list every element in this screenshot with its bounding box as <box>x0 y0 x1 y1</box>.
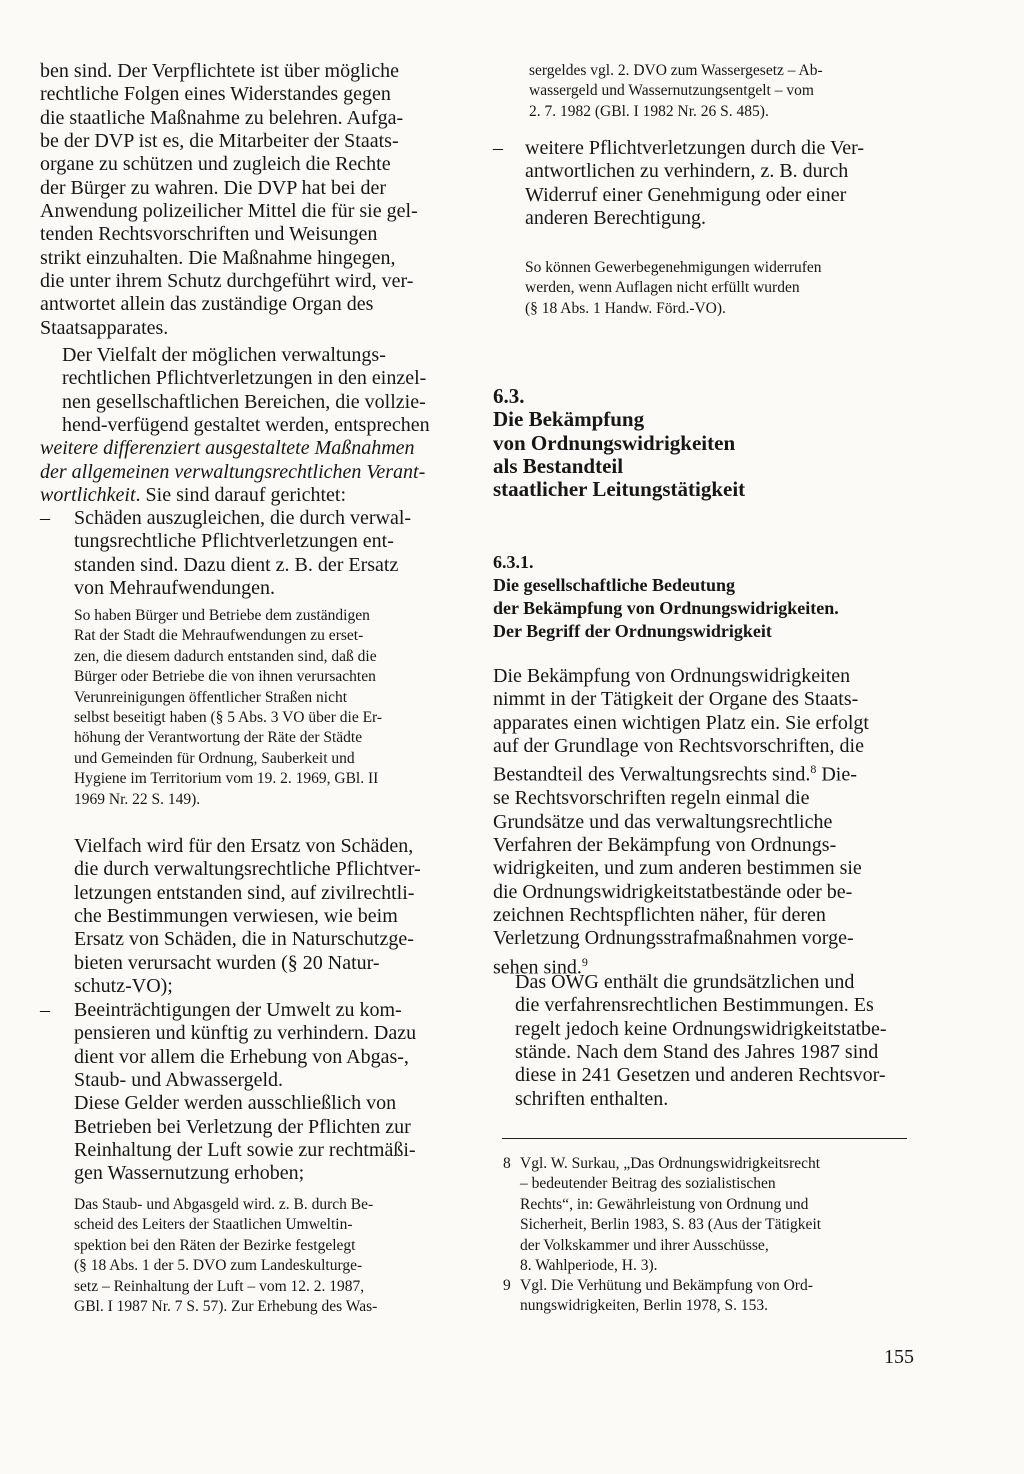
text-line: Grundsätze und das verwaltungsrechtliche <box>493 810 833 833</box>
text-line: ben sind. Der Verpflichtete ist über mögliche <box>40 60 399 82</box>
text-line: von Mehraufwendungen. <box>74 577 276 600</box>
text-line: Diese Gelder werden ausschließlich von <box>74 1092 397 1115</box>
text-line: – bedeutender Beitrag des sozialistischen <box>520 1175 776 1193</box>
bullet-3-lines <box>525 137 917 230</box>
text-line: bieten verursacht wurden (§ 20 Natur- <box>74 951 380 974</box>
fn-line-rest: Die- <box>816 764 857 787</box>
text-line: Beeinträchtigungen der Umwelt zu kom- <box>74 999 402 1021</box>
page-number: 155 <box>884 1346 914 1368</box>
text-line: die verfahrensrechtlichen Bestimmungen. Es <box>515 994 874 1017</box>
text-line: die Ordnungswidrigkeitstatbestände oder be- <box>493 880 853 903</box>
bekaempfung-fn-line <box>493 758 917 787</box>
text-line: Bürger oder Betriebe die von ihnen verursachten <box>74 668 376 686</box>
text-line: weitere differenziert ausgestaltete Maßnahmen <box>40 437 415 460</box>
text-line: wassergeld und Wassernutzungsentgelt – vom <box>529 82 814 100</box>
text-line: hend-verfügend gestaltet werden, entsprechen <box>62 414 430 437</box>
section-heading-6-3-1 <box>493 551 917 643</box>
text-line: Vgl. W. Surkau, „Das Ordnungswidrigkeitsrecht <box>520 1155 821 1172</box>
text-line: scheid des Leiters der Staatlichen Umweltin- <box>74 1216 353 1234</box>
subsection-number: 6.3.1. <box>493 552 534 572</box>
footnote-8-text <box>520 1154 821 1276</box>
text-line: zen, die diesem dadurch entstanden sind, daß die <box>74 647 377 665</box>
text-line: Verfahren der Bekämpfung von Ordnungs- <box>493 834 837 857</box>
paragraph-intro <box>40 60 466 340</box>
text-line: der Bekämpfung von Ordnungswidrigkeiten. <box>493 598 839 618</box>
paragraph-vielfalt <box>40 344 466 507</box>
paragraph-vielfach <box>74 835 466 998</box>
text-line: strikt einzuhalten. Die Maßnahme hingegen, <box>40 246 396 269</box>
text-line: widrigkeiten, und zum anderen bestimmen sie <box>493 857 862 880</box>
text-line: tungsrechtliche Pflichtverletzungen ent- <box>74 530 394 553</box>
text-line: Rechts“, in: Gewährleistung von Ordnung und <box>520 1195 809 1213</box>
example-2 <box>74 1195 466 1317</box>
vielfalt-lines <box>40 344 466 437</box>
text-line: GBl. I 1987 Nr. 7 S. 57). Zur Erhebung des Was- <box>74 1298 378 1316</box>
text-line: die unter ihrem Schutz durchgeführt wird, ver- <box>40 270 414 293</box>
footnote-ref-9[interactable]: 9 <box>581 954 588 969</box>
text-line: schutz-VO); <box>74 975 173 998</box>
text-line: Das OWG enthält die grundsätzlichen und <box>515 971 855 993</box>
bullet-2 <box>40 999 466 1186</box>
text-line: höhung der Verantwortung der Räte der Städte <box>74 729 363 747</box>
text-line: anderen Berechtigung. <box>525 207 707 230</box>
text-line: regelt jedoch keine Ordnungswidrigkeitstatbe- <box>515 1017 887 1040</box>
vielfalt-italic-lines <box>40 437 466 484</box>
text-line: letzungen entstanden sind, auf zivilrechtli- <box>74 881 415 904</box>
vielfalt-italic-word: wortlichkeit <box>40 484 136 507</box>
text-line: (§ 18 Abs. 1 Handw. Förd.-VO). <box>525 299 726 317</box>
subsection-title <box>493 574 917 643</box>
text-line: Ersatz von Schäden, die in Naturschutzge- <box>74 928 414 951</box>
text-line: Widerruf einer Genehmigung oder einer <box>525 183 847 206</box>
text-line: Anwendung polizeilicher Mittel die für sie gel- <box>40 200 418 223</box>
text-line: organe zu schützen und zugleich die Rechte <box>40 153 391 176</box>
text-line: zeichnen Rechtspflichten näher, für deren <box>493 904 826 927</box>
text-line: Vielfach wird für den Ersatz von Schäden, <box>74 835 414 857</box>
example-1 <box>74 606 466 810</box>
text-line: der Bürger zu wahren. Die DVP hat bei der <box>40 176 386 199</box>
text-line: nen gesellschaftlichen Bereichen, die vollzie- <box>62 390 426 413</box>
text-line: be der DVP ist es, die Mitarbeiter der Staats- <box>40 130 399 153</box>
text-line: Hygiene im Territorium vom 19. 2. 1969, GBl. II <box>74 770 379 788</box>
footnote-number: 8 <box>503 1155 511 1172</box>
text-line: schriften enthalten. <box>515 1087 669 1110</box>
text-line: Verletzung Ordnungsstrafmaßnahmen vorge- <box>493 927 854 950</box>
text-line: Rat der Stadt die Mehraufwendungen zu erset- <box>74 627 364 645</box>
footnote-ref-8[interactable]: 8 <box>810 762 817 777</box>
bullet-2-lines <box>74 999 466 1186</box>
section-number: 6.3. <box>493 384 525 408</box>
text-line: Reinhaltung der Luft sowie zur rechtmäßi- <box>74 1139 416 1162</box>
text-line: diese in 241 Gesetzen und anderen Rechtsvor- <box>515 1064 886 1087</box>
text-line: Vgl. Die Verhütung und Bekämpfung von Ord- <box>520 1277 813 1294</box>
text-line: Betrieben bei Verletzung der Pflichten zur <box>74 1115 411 1138</box>
bullet-dash: – <box>40 999 50 1021</box>
end-text: sehen sind. <box>493 956 582 979</box>
text-line: gen Wassernutzung erhoben; <box>74 1162 305 1185</box>
text-line: So können Gewerbegenehmigungen widerrufen <box>525 259 822 276</box>
paragraph-owg <box>493 971 917 1111</box>
text-line: 2. 7. 1982 (GBl. I 1982 Nr. 26 S. 485). <box>529 102 769 120</box>
bekaempfung-lines <box>493 665 917 758</box>
text-line: setz – Reinhaltung der Luft – vom 12. 2. 1987, <box>74 1277 365 1295</box>
paragraph-bekaempfung <box>493 665 917 980</box>
text-line: Die Bekämpfung <box>493 407 645 432</box>
text-line: selbst beseitigt haben (§ 5 Abs. 3 VO über die Er- <box>74 709 383 727</box>
footnote-number: 9 <box>503 1277 511 1294</box>
text-line: der allgemeinen verwaltungsrechtlichen Verant- <box>40 460 426 483</box>
text-line: von Ordnungswidrigkeiten <box>493 430 736 455</box>
text-line: Die gesellschaftliche Bedeutung <box>493 575 735 595</box>
bullet-dash: – <box>40 507 50 529</box>
footnote-9-text <box>520 1276 813 1317</box>
bullet-3 <box>493 137 917 230</box>
text-line: Der Begriff der Ordnungswidrigkeit <box>493 621 772 641</box>
text-line: tenden Rechtsvorschriften und Weisungen <box>40 223 378 246</box>
text-line: Verunreinigungen öffentlicher Straßen nicht <box>74 688 348 706</box>
text-line: (§ 18 Abs. 1 der 5. DVO zum Landeskulturge- <box>74 1257 363 1275</box>
text-line: stände. Nach dem Stand des Jahres 1987 sind <box>515 1041 879 1064</box>
bullet-dash: – <box>493 137 503 159</box>
text-line: standen sind. Dazu dient z. B. der Ersatz <box>74 553 399 576</box>
text-line: Schäden auszugleichen, die durch verwal- <box>74 507 412 529</box>
bullet-1-lines <box>74 507 466 600</box>
vielfalt-rest: . Sie sind darauf gerichtet: <box>135 484 347 507</box>
example-3 <box>525 258 917 319</box>
text-line: als Bestandteil <box>493 453 624 478</box>
text-line: rechtlichen Pflichtverletzungen in den einzel- <box>62 367 427 390</box>
section-heading-6-3 <box>493 385 917 501</box>
footnote-divider <box>502 1138 907 1139</box>
text-line: sergeldes vgl. 2. DVO zum Wassergesetz – Ab- <box>529 62 823 79</box>
vielfalt-last-line <box>40 484 466 507</box>
text-line: spektion bei den Räten der Bezirke festgelegt <box>74 1236 356 1254</box>
text-line: antwortlichen zu verhindern, z. B. durch <box>525 160 849 183</box>
text-line: apparates einen wichtigen Platz ein. Sie erfolgt <box>493 711 869 734</box>
text-line: se Rechtsvorschriften regeln einmal die <box>493 787 810 810</box>
text-line: die durch verwaltungsrechtliche Pflichtver- <box>74 858 421 881</box>
text-line: So haben Bürger und Betriebe dem zuständigen <box>74 607 370 624</box>
text-line: dient vor allem die Erhebung von Abgas-, <box>74 1045 409 1068</box>
bullet-1 <box>40 507 466 600</box>
example-2-continued <box>529 61 917 122</box>
text-line: und Gemeinden für Ordnung, Sauberkeit und <box>74 749 355 767</box>
text-line: che Bestimmungen verwiesen, wie beim <box>74 905 398 928</box>
text-line: pensieren und künftig zu verhindern. Dazu <box>74 1022 417 1045</box>
text-line: weitere Pflichtverletzungen durch die Ver- <box>525 137 865 159</box>
text-line: 8. Wahlperiode, H. 3). <box>520 1257 658 1275</box>
text-line: werden, wenn Auflagen nicht erfüllt wurden <box>525 279 800 297</box>
text-line: antwortet allein das zuständige Organ des <box>40 293 374 316</box>
bekaempfung-rest-lines <box>493 787 917 950</box>
text-line: nimmt in der Tätigkeit der Organe des Staats- <box>493 688 859 711</box>
text-line: die staatliche Maßnahme zu belehren. Aufga- <box>40 106 404 129</box>
text-line: Sicherheit, Berlin 1983, S. 83 (Aus der Tätigkeit <box>520 1216 822 1234</box>
text-line: rechtliche Folgen eines Widerstandes gegen <box>40 83 391 106</box>
text-line: auf der Grundlage von Rechtsvorschriften, die <box>493 735 864 758</box>
text-line: Die Bekämpfung von Ordnungswidrigkeiten <box>493 665 851 687</box>
text-line: Staatsapparates. <box>40 316 169 339</box>
text-line: nungswidrigkeiten, Berlin 1978, S. 153. <box>520 1297 768 1315</box>
text-line: Das Staub- und Abgasgeld wird. z. B. durch Be- <box>74 1196 374 1213</box>
text-line: Staub- und Abwassergeld. <box>74 1069 284 1092</box>
text-line: staatlicher Leitungstätigkeit <box>493 477 746 502</box>
fn-line-text: Bestandteil des Verwaltungsrechts sind. <box>493 764 811 787</box>
text-line: 1969 Nr. 22 S. 149). <box>74 790 201 808</box>
text-line: Der Vielfalt der möglichen verwaltungs- <box>62 344 386 366</box>
section-title <box>493 408 917 501</box>
text-line: der Volkskammer und ihrer Ausschüsse, <box>520 1236 769 1254</box>
